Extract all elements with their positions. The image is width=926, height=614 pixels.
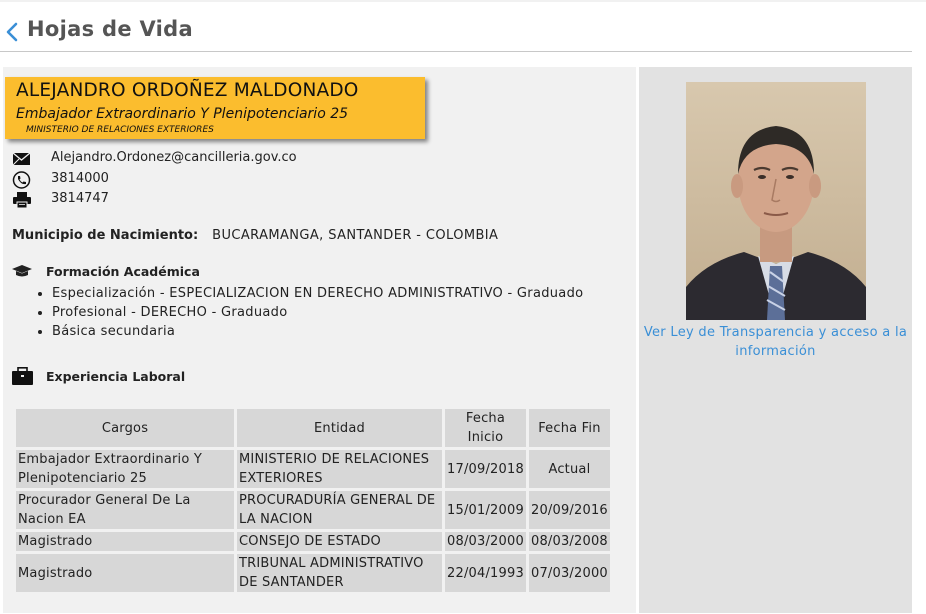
phone-text: 3814000 bbox=[51, 171, 109, 186]
job-entity: TRIBUNAL ADMINISTRATIVO DE SANTANDER bbox=[237, 554, 442, 592]
birthplace-value: BUCARAMANGA, SANTANDER - COLOMBIA bbox=[212, 228, 499, 243]
table-header-row bbox=[16, 409, 610, 447]
education-heading bbox=[12, 264, 312, 282]
job-end-date: Actual bbox=[529, 450, 610, 488]
job-entity: MINISTERIO DE RELACIONES EXTERIORES bbox=[237, 450, 442, 488]
content-area bbox=[0, 52, 926, 614]
table-row bbox=[16, 554, 610, 592]
education-item: • Básica secundaria bbox=[52, 322, 583, 341]
education-list bbox=[33, 284, 583, 341]
birthplace-label: Municipio de Nacimiento: bbox=[12, 228, 199, 243]
person-name: ALEJANDRO ORDOÑEZ MALDONADO bbox=[16, 80, 359, 101]
envelope-icon bbox=[12, 150, 32, 168]
column-header-fecha-inicio: Fecha Inicio bbox=[445, 409, 526, 447]
profile-photo bbox=[686, 82, 866, 320]
job-end-date: 08/03/2008 bbox=[529, 532, 610, 551]
email-text[interactable]: Alejandro.Ordonez@cancilleria.gov.co bbox=[51, 150, 297, 165]
job-end-date: 07/03/2000 bbox=[529, 554, 610, 592]
job-position: Magistrado bbox=[16, 554, 234, 592]
fax-text: 3814747 bbox=[51, 191, 109, 206]
education-item: • Profesional - DERECHO - Graduado bbox=[52, 303, 583, 322]
person-role: Embajador Extraordinario Y Plenipotenciario 25 bbox=[16, 106, 349, 122]
education-item: • Especialización - ESPECIALIZACION EN DERECHO ADMINISTRATIVO - Graduado bbox=[52, 284, 583, 303]
printer-icon bbox=[12, 191, 32, 209]
job-start-date: 15/01/2009 bbox=[445, 491, 526, 529]
name-card bbox=[5, 77, 425, 139]
table-row bbox=[16, 491, 610, 529]
graduation-cap-icon bbox=[12, 264, 32, 278]
birthplace-row bbox=[12, 228, 498, 243]
job-entity: CONSEJO DE ESTADO bbox=[237, 532, 442, 551]
education-title: Formación Académica bbox=[46, 264, 200, 279]
job-entity: PROCURADURÍA GENERAL DE LA NACION bbox=[237, 491, 442, 529]
person-ministry: MINISTERIO DE RELACIONES EXTERIORES bbox=[26, 125, 214, 135]
job-position: Embajador Extraordinario Y Plenipotenciario 25 bbox=[16, 450, 234, 488]
job-end-date: 20/09/2016 bbox=[529, 491, 610, 529]
experience-table bbox=[13, 406, 613, 595]
column-header-fecha-fin: Fecha Fin bbox=[529, 409, 610, 447]
chevron-left-icon[interactable] bbox=[4, 21, 20, 43]
profile-panel bbox=[3, 67, 636, 613]
job-position: Magistrado bbox=[16, 532, 234, 551]
job-position: Procurador General De La Nacion EA bbox=[16, 491, 234, 529]
table-row bbox=[16, 450, 610, 488]
column-header-cargos: Cargos bbox=[16, 409, 234, 447]
job-start-date: 08/03/2000 bbox=[447, 534, 524, 549]
table-row bbox=[16, 532, 610, 551]
photo-panel bbox=[639, 67, 912, 613]
column-header-entidad: Entidad bbox=[237, 409, 442, 447]
page-title: Hojas de Vida bbox=[27, 17, 193, 41]
briefcase-icon bbox=[12, 367, 33, 385]
transparency-link[interactable]: Ver Ley de Transparencia y acceso a la información bbox=[643, 325, 908, 359]
job-start-date: 17/09/2018 bbox=[445, 450, 526, 488]
job-start-date: 22/04/1993 bbox=[445, 554, 526, 592]
experience-title: Experiencia Laboral bbox=[46, 369, 186, 384]
experience-heading bbox=[12, 367, 312, 387]
header-bar bbox=[0, 2, 926, 52]
phone-icon bbox=[12, 171, 32, 189]
